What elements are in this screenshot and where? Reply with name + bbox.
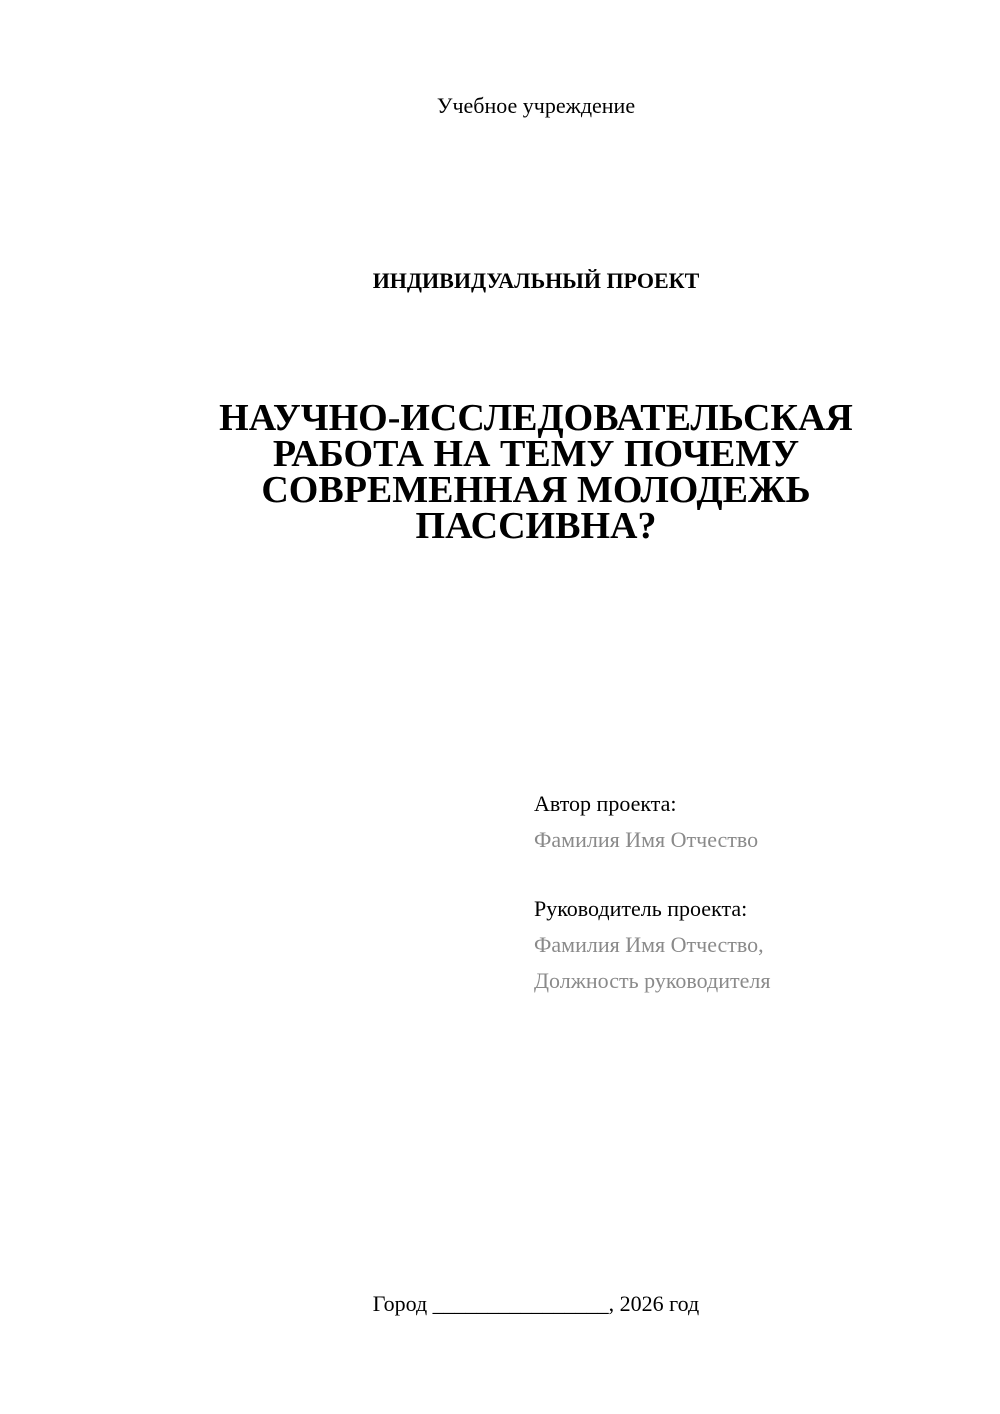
project-title-line: ПАССИВНА? (415, 505, 657, 547)
project-title-line: НАУЧНО-ИССЛЕДОВАТЕЛЬСКАЯ (219, 397, 853, 439)
project-title-line: РАБОТА НА ТЕМУ ПОЧЕМУ (272, 433, 800, 475)
supervisor-position-placeholder: Должность руководителя (534, 968, 771, 993)
institution-name: Учебное учреждение (436, 93, 636, 118)
city-year-line: Город ________________, 2026 год (372, 1291, 700, 1316)
supervisor-block (534, 891, 770, 999)
author-name-placeholder: Фамилия Имя Отчество (534, 827, 759, 852)
project-title (200, 397, 872, 547)
supervisor-label: Руководитель проекта: (534, 896, 748, 921)
author-block (534, 786, 758, 858)
author-label: Автор проекта: (534, 791, 677, 816)
project-title-line: СОВРЕМЕННАЯ МОЛОДЕЖЬ (261, 469, 811, 511)
supervisor-name-placeholder: Фамилия Имя Отчество, (534, 932, 764, 957)
project-type-heading: ИНДИВИДУАЛЬНЫЙ ПРОЕКТ (372, 268, 700, 293)
